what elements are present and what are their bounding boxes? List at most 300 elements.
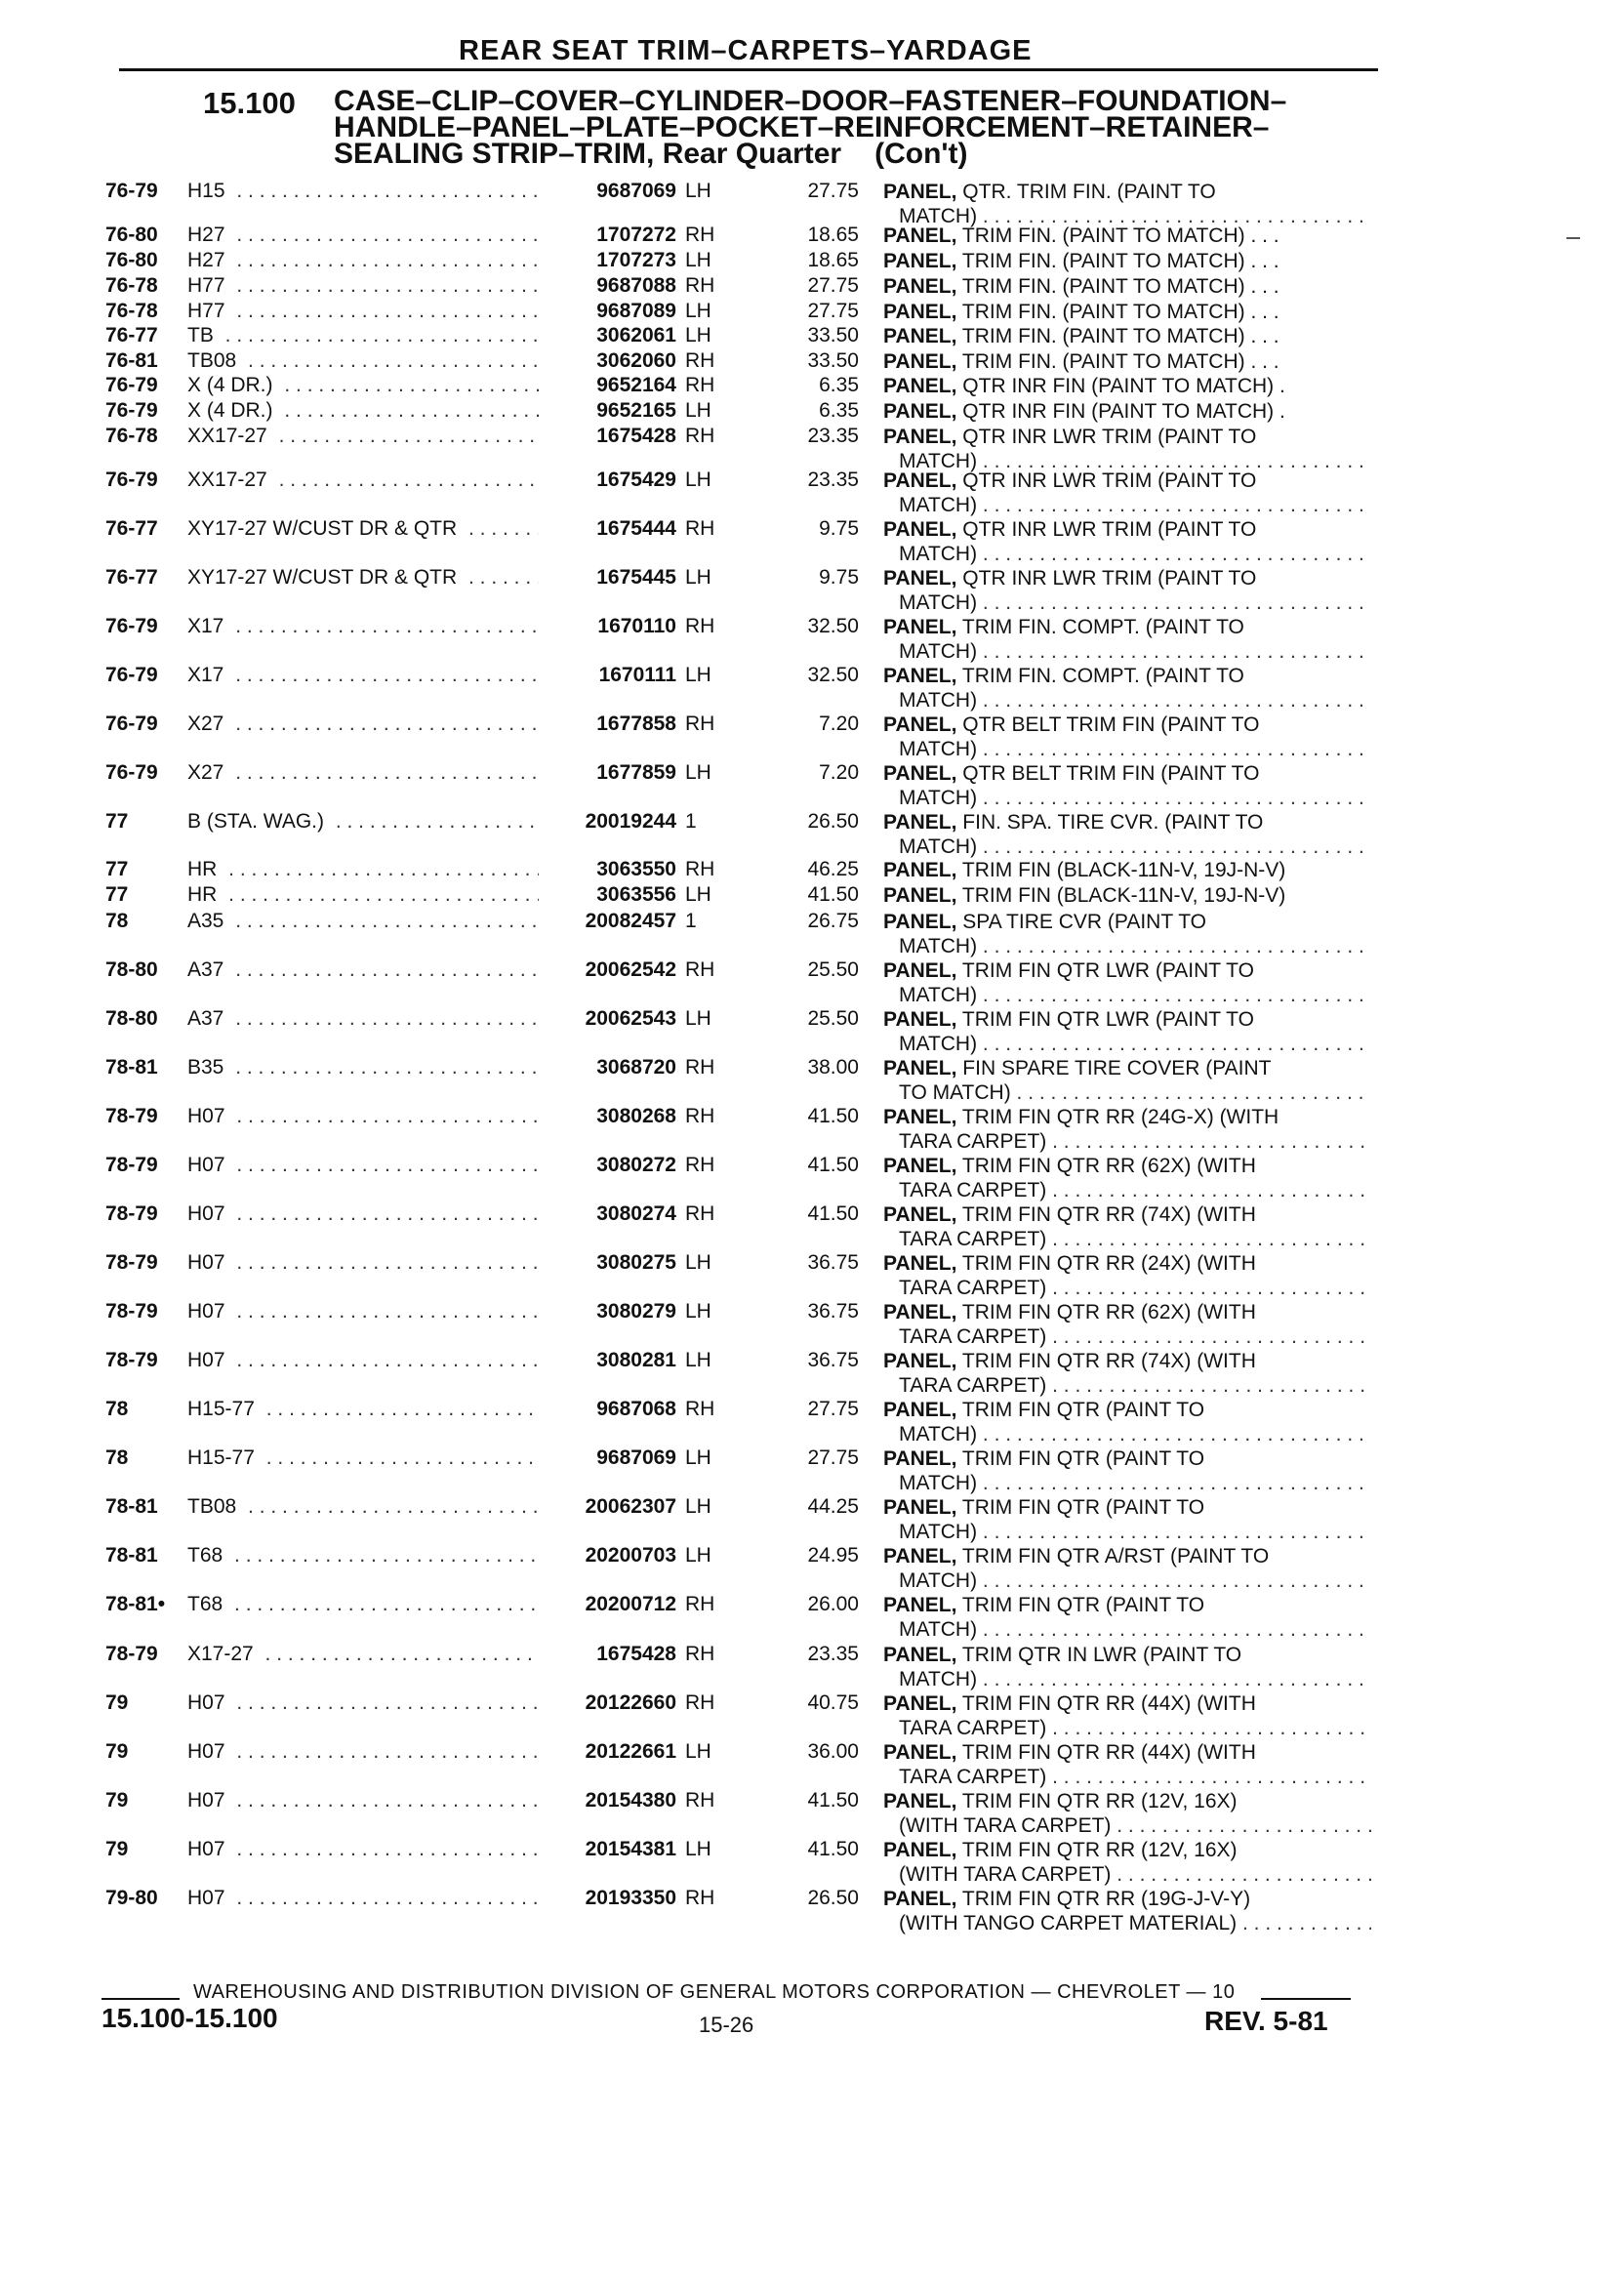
part-years: 76-79 [105, 712, 158, 735]
part-description-line-2: MATCH) . . . [883, 934, 1371, 958]
part-price: 38.00 [807, 1056, 859, 1079]
part-model-code: H15-77 [187, 1446, 261, 1469]
part-model-code: X17-27 [187, 1643, 260, 1665]
part-years: 76-78 [105, 300, 158, 322]
part-description-keyword: PANEL, [883, 1155, 957, 1177]
part-row [0, 1789, 1624, 1838]
part-description-line-2: MATCH) . . . [883, 983, 1371, 1007]
part-description-keyword: PANEL, [883, 1545, 957, 1568]
part-row [0, 1349, 1624, 1398]
part-years: 76-79 [105, 468, 158, 491]
part-model [187, 1544, 539, 1568]
part-row [0, 1593, 1624, 1642]
part-model [187, 712, 539, 736]
part-model [187, 1593, 539, 1616]
part-row [0, 615, 1624, 664]
part-years: 78-80 [105, 1007, 158, 1030]
part-row [0, 1251, 1624, 1300]
part-model-code: H07 [187, 1838, 231, 1860]
part-price: 36.00 [807, 1740, 859, 1763]
part-description [883, 1105, 1371, 1154]
part-model [187, 1349, 539, 1372]
part-price: 23.35 [807, 425, 859, 447]
part-description-keyword: PANEL, [883, 1057, 957, 1079]
part-model-code: XX17-27 [187, 468, 273, 491]
part-description-line-1: PANEL, QTR INR FIN (PAINT TO MATCH) . [883, 400, 1285, 423]
part-number: 20193350 [585, 1887, 676, 1909]
part-model-code: B35 [187, 1056, 229, 1079]
part-description-keyword: PANEL, [883, 616, 957, 638]
part-price: 6.35 [819, 399, 859, 422]
part-description [883, 1495, 1371, 1544]
part-description-line-1: PANEL, TRIM FIN QTR RR (44X) (WITH [883, 1741, 1256, 1764]
part-price: 7.20 [819, 761, 859, 784]
part-description-line-2: MATCH) . . . [883, 542, 1371, 566]
section-heading-line-1: CASE–CLIP–COVER–CYLINDER–DOOR–FASTENER–FOUNDATION– [334, 85, 1287, 117]
part-number: 3080274 [596, 1202, 676, 1225]
part-model [187, 1740, 539, 1764]
part-side: LH [685, 1544, 711, 1567]
part-model-code: HR [187, 883, 223, 906]
part-number: 20062307 [585, 1495, 676, 1518]
part-years: 78-80 [105, 958, 158, 981]
part-side: LH [685, 1495, 711, 1518]
part-description-keyword: PANEL, [883, 1644, 957, 1666]
part-description [883, 883, 1371, 908]
part-number: 1675428 [596, 1643, 676, 1665]
part-description-keyword: PANEL, [883, 301, 957, 323]
part-model [187, 1056, 539, 1079]
part-side: LH [685, 324, 711, 346]
part-description [883, 1691, 1371, 1740]
part-number: 1675428 [596, 425, 676, 447]
part-description-line-2: MATCH) . . . [883, 1032, 1371, 1056]
part-description-line-1: PANEL, TRIM FIN. (PAINT TO MATCH) . . . [883, 224, 1279, 247]
part-price: 23.35 [807, 468, 859, 491]
part-description-line-2: MATCH) . . . [883, 1568, 1371, 1593]
part-price: 33.50 [807, 324, 859, 346]
part-description-line-1: PANEL, TRIM FIN QTR LWR (PAINT TO [883, 1008, 1254, 1031]
part-side: LH [685, 180, 711, 202]
part-description-line-2: MATCH) . . . [883, 688, 1371, 712]
part-description-line-2: (WITH TARA CARPET) . . . [883, 1813, 1371, 1838]
part-description-line-1: PANEL, TRIM FIN QTR RR (24G-X) (WITH [883, 1106, 1279, 1128]
part-number: 20062542 [585, 958, 676, 981]
part-side: 1 [685, 810, 697, 833]
part-row [0, 425, 1624, 473]
part-description-line-1: PANEL, TRIM FIN. (PAINT TO MATCH) . . . [883, 301, 1279, 323]
part-description-line-2: MATCH) . . . [883, 204, 1371, 228]
part-model [187, 324, 539, 347]
part-description [883, 712, 1371, 761]
part-years: 77 [105, 883, 129, 906]
part-description [883, 249, 1371, 273]
part-number: 20062543 [585, 1007, 676, 1030]
part-row [0, 1691, 1624, 1740]
section-heading-line-3-text: SEALING STRIP–TRIM, Rear Quarter [334, 138, 842, 170]
part-description-keyword: PANEL, [883, 1447, 957, 1470]
part-description-line-1: PANEL, TRIM FIN QTR (PAINT TO [883, 1447, 1205, 1470]
part-description-line-2: MATCH) . . . [883, 1617, 1371, 1642]
part-model-code: B (STA. WAG.) [187, 810, 330, 833]
part-description [883, 324, 1371, 348]
part-row [0, 1643, 1624, 1691]
part-model-code: A37 [187, 1007, 229, 1030]
part-description-line-1: PANEL, TRIM FIN QTR RR (74X) (WITH [883, 1350, 1256, 1372]
section-number: 15.100 [203, 86, 296, 120]
part-model-code: H27 [187, 224, 231, 246]
part-price: 44.25 [807, 1495, 859, 1518]
part-description-line-1: PANEL, QTR INR LWR TRIM (PAINT TO [883, 518, 1257, 541]
part-model [187, 1105, 539, 1128]
part-side: LH [685, 1838, 711, 1860]
part-description-line-1: PANEL, TRIM FIN. (PAINT TO MATCH) . . . [883, 250, 1279, 272]
part-description-keyword: PANEL, [883, 400, 957, 423]
part-number: 3063556 [596, 883, 676, 906]
part-description-keyword: PANEL, [883, 325, 957, 347]
part-description-line-1: PANEL, QTR INR FIN (PAINT TO MATCH) . [883, 375, 1285, 397]
part-model-code: X17 [187, 615, 229, 637]
part-description-keyword: PANEL, [883, 469, 957, 492]
part-description-keyword: PANEL, [883, 250, 957, 272]
part-description-line-1: PANEL, TRIM FIN QTR RR (74X) (WITH [883, 1203, 1256, 1226]
part-description [883, 1789, 1371, 1838]
part-side: RH [685, 615, 715, 637]
part-description [883, 517, 1371, 566]
part-model [187, 1251, 539, 1275]
part-description-line-2: (WITH TARA CARPET) . . . [883, 1862, 1371, 1887]
part-description [883, 1056, 1371, 1105]
part-price: 41.50 [807, 1154, 859, 1176]
part-years: 78-79 [105, 1349, 158, 1371]
part-number: 9687069 [596, 1446, 676, 1469]
part-description-line-2: TARA CARPET) . . . [883, 1765, 1371, 1789]
part-price: 32.50 [807, 664, 859, 686]
part-years: 78-81 [105, 1544, 158, 1567]
part-model [187, 1691, 539, 1715]
part-description-keyword: PANEL, [883, 762, 957, 785]
part-model [187, 1495, 539, 1519]
part-row [0, 664, 1624, 712]
part-description-line-2: TARA CARPET) . . . [883, 1716, 1371, 1740]
part-years: 78 [105, 910, 129, 932]
part-model [187, 1398, 539, 1421]
part-description [883, 425, 1371, 473]
part-row [0, 566, 1624, 615]
part-years: 76-81 [105, 349, 158, 372]
footer-organization: WAREHOUSING AND DISTRIBUTION DIVISION OF GENERAL MOTORS CORPORATION — CHEVROLET — 10 [193, 1981, 1236, 2003]
part-model-code: H07 [187, 1887, 231, 1909]
part-model-code: XY17-27 W/CUST DR & QTR [187, 566, 463, 589]
part-description-keyword: PANEL, [883, 1350, 957, 1372]
part-description-keyword: PANEL, [883, 911, 957, 933]
part-description-line-1: PANEL, TRIM FIN QTR LWR (PAINT TO [883, 959, 1254, 982]
part-model [187, 810, 539, 834]
part-number: 20019244 [585, 810, 676, 833]
part-price: 36.75 [807, 1251, 859, 1274]
part-model [187, 761, 539, 785]
part-price: 27.75 [807, 180, 859, 202]
part-number: 1675445 [596, 566, 676, 589]
footer-rule-right [1261, 1998, 1351, 2000]
part-description-keyword: PANEL, [883, 350, 957, 373]
part-years: 78 [105, 1446, 129, 1469]
part-row [0, 1300, 1624, 1349]
part-description-line-1: PANEL, TRIM FIN QTR RR (12V, 16X) [883, 1790, 1238, 1812]
part-model-code: H77 [187, 300, 231, 322]
part-model [187, 249, 539, 272]
part-years: 76-79 [105, 374, 158, 396]
part-description [883, 374, 1371, 398]
part-description [883, 1202, 1371, 1251]
part-model-code: T68 [187, 1593, 228, 1615]
footer-rule-left [102, 1998, 180, 2000]
part-model-code: H07 [187, 1202, 231, 1225]
part-price: 18.65 [807, 249, 859, 271]
part-number: 3080281 [596, 1349, 676, 1371]
part-years: 77 [105, 810, 129, 833]
part-row [0, 1740, 1624, 1789]
part-description-line-1: PANEL, QTR BELT TRIM FIN (PAINT TO [883, 762, 1260, 785]
part-model-code: TB08 [187, 349, 242, 372]
part-side: RH [685, 517, 715, 540]
part-row [0, 1105, 1624, 1154]
part-description-line-2: TARA CARPET) . . . [883, 1227, 1371, 1251]
part-price: 36.75 [807, 1349, 859, 1371]
part-years: 78-79 [105, 1643, 158, 1665]
part-side: RH [685, 1691, 715, 1714]
part-side: LH [685, 1007, 711, 1030]
part-side: RH [685, 958, 715, 981]
part-side: RH [685, 274, 715, 297]
part-description-line-2: MATCH) . . . [883, 493, 1371, 517]
part-model-code: X (4 DR.) [187, 399, 279, 422]
part-years: 79 [105, 1838, 129, 1860]
part-description-keyword: PANEL, [883, 959, 957, 982]
part-description-line-1: PANEL, FIN SPARE TIRE COVER (PAINT [883, 1057, 1272, 1079]
part-row [0, 180, 1624, 228]
part-model [187, 958, 539, 982]
part-description [883, 858, 1371, 882]
part-model [187, 664, 539, 687]
part-number: 9687089 [596, 300, 676, 322]
part-description-line-1: PANEL, QTR INR LWR TRIM (PAINT TO [883, 426, 1257, 448]
part-years: 78-79 [105, 1105, 158, 1127]
part-description-keyword: PANEL, [883, 181, 957, 203]
part-row [0, 1202, 1624, 1251]
part-number: 1675429 [596, 468, 676, 491]
part-description [883, 300, 1371, 324]
part-description [883, 468, 1371, 517]
part-model-code: X17 [187, 664, 229, 686]
part-description-line-2: MATCH) . . . [883, 1471, 1371, 1495]
part-price: 27.75 [807, 1398, 859, 1420]
part-model [187, 883, 539, 907]
part-model-code: H07 [187, 1349, 231, 1371]
part-price: 41.50 [807, 1202, 859, 1225]
part-number: 9687068 [596, 1398, 676, 1420]
part-model [187, 1300, 539, 1323]
part-price: 26.50 [807, 810, 859, 833]
part-description [883, 1349, 1371, 1398]
part-model-code: H07 [187, 1251, 231, 1274]
part-years: 79-80 [105, 1887, 158, 1909]
part-model [187, 349, 539, 373]
part-price: 25.50 [807, 1007, 859, 1030]
part-price: 36.75 [807, 1300, 859, 1323]
part-description [883, 1251, 1371, 1300]
part-side: LH [685, 1446, 711, 1469]
part-description-keyword: PANEL, [883, 713, 957, 736]
part-price: 26.75 [807, 910, 859, 932]
part-side: LH [685, 883, 711, 906]
part-description-keyword: PANEL, [883, 1692, 957, 1715]
part-description [883, 1154, 1371, 1202]
part-description-keyword: PANEL, [883, 811, 957, 834]
part-number: 3068720 [596, 1056, 676, 1079]
part-number: 1677858 [596, 712, 676, 735]
part-description-line-2: MATCH) . . . [883, 737, 1371, 761]
part-description-line-2: TARA CARPET) . . . [883, 1129, 1371, 1154]
part-model-code: H07 [187, 1691, 231, 1714]
part-number: 20122660 [585, 1691, 676, 1714]
part-description [883, 664, 1371, 712]
part-side: RH [685, 1643, 715, 1665]
part-model [187, 566, 539, 590]
part-description [883, 180, 1371, 228]
part-side: LH [685, 1251, 711, 1274]
part-years: 79 [105, 1691, 129, 1714]
part-years: 76-78 [105, 425, 158, 447]
part-description [883, 1446, 1371, 1495]
part-years: 76-80 [105, 224, 158, 246]
part-price: 6.35 [819, 374, 859, 396]
part-years: 78-81• [105, 1593, 166, 1615]
part-price: 27.75 [807, 274, 859, 297]
part-side: RH [685, 1789, 715, 1812]
part-description-line-1: PANEL, TRIM FIN QTR (PAINT TO [883, 1399, 1205, 1421]
part-description [883, 910, 1371, 958]
part-description [883, 224, 1371, 248]
part-description-line-1: PANEL, TRIM FIN QTR RR (12V, 16X) [883, 1839, 1238, 1861]
part-side: LH [685, 468, 711, 491]
part-description-line-2: MATCH) . . . [883, 1422, 1371, 1446]
part-description [883, 1544, 1371, 1593]
part-model [187, 858, 539, 881]
part-years: 78-79 [105, 1202, 158, 1225]
part-number: 3062061 [596, 324, 676, 346]
section-heading-line-2: HANDLE–PANEL–PLATE–POCKET–REINFORCEMENT–RETAINER– [334, 111, 1270, 143]
part-description [883, 1007, 1371, 1056]
part-description [883, 399, 1371, 424]
part-description-line-1: PANEL, QTR INR LWR TRIM (PAINT TO [883, 567, 1257, 590]
part-number: 20154381 [585, 1838, 676, 1860]
part-row [0, 1007, 1624, 1056]
part-number: 1707273 [596, 249, 676, 271]
part-model-code: H77 [187, 274, 231, 297]
part-price: 32.50 [807, 615, 859, 637]
part-model-code: TB08 [187, 1495, 242, 1518]
continued-label: (Con't) [874, 138, 968, 170]
part-model [187, 615, 539, 638]
part-description-line-2: TARA CARPET) . . . [883, 1276, 1371, 1300]
part-number: 3062060 [596, 349, 676, 372]
part-description-line-1: PANEL, QTR BELT TRIM FIN (PAINT TO [883, 713, 1260, 736]
part-description-keyword: PANEL, [883, 1594, 957, 1616]
part-model-code: HR [187, 858, 223, 880]
part-model [187, 1446, 539, 1470]
part-model-code: A35 [187, 910, 229, 932]
part-description-keyword: PANEL, [883, 1741, 957, 1764]
part-price: 7.20 [819, 712, 859, 735]
part-model [187, 468, 539, 492]
part-years: 78-79 [105, 1300, 158, 1323]
part-side: LH [685, 249, 711, 271]
part-model [187, 1838, 539, 1861]
part-side: RH [685, 374, 715, 396]
part-model [187, 1202, 539, 1226]
part-number: 3080279 [596, 1300, 676, 1323]
part-number: 20200712 [585, 1593, 676, 1615]
part-number: 3080268 [596, 1105, 676, 1127]
part-description-keyword: PANEL, [883, 1888, 957, 1910]
part-price: 18.65 [807, 224, 859, 246]
part-side: RH [685, 1398, 715, 1420]
part-description-line-2: MATCH) . . . [883, 1520, 1371, 1544]
part-number: 1670111 [598, 664, 676, 686]
part-description [883, 1643, 1371, 1691]
part-row [0, 761, 1624, 810]
part-number: 1670110 [597, 615, 676, 637]
part-description [883, 1740, 1371, 1789]
part-model-code: H07 [187, 1154, 231, 1176]
part-description-line-1: PANEL, TRIM FIN QTR RR (44X) (WITH [883, 1692, 1256, 1715]
part-description-keyword: PANEL, [883, 1008, 957, 1031]
part-years: 76-77 [105, 566, 158, 589]
part-price: 33.50 [807, 349, 859, 372]
part-description-line-1: PANEL, TRIM FIN. (PAINT TO MATCH) . . . [883, 350, 1279, 373]
part-years: 78-79 [105, 1251, 158, 1274]
part-model [187, 517, 539, 541]
part-price: 41.50 [807, 1105, 859, 1127]
part-model-code: X (4 DR.) [187, 374, 279, 396]
part-description-keyword: PANEL, [883, 1839, 957, 1861]
page-title: REAR SEAT TRIM–CARPETS–YARDAGE [459, 35, 1033, 66]
part-side: RH [685, 349, 715, 372]
part-description-line-2: TARA CARPET) . . . [883, 1178, 1371, 1202]
part-years: 76-80 [105, 249, 158, 271]
part-model [187, 374, 539, 397]
part-description-line-1: PANEL, TRIM FIN QTR A/RST (PAINT TO [883, 1545, 1270, 1568]
part-description [883, 349, 1371, 374]
part-description-line-1: PANEL, TRIM FIN QTR RR (19G-J-V-Y) [883, 1888, 1251, 1910]
part-number: 9652164 [596, 374, 676, 396]
part-price: 26.50 [807, 1887, 859, 1909]
part-description-line-1: PANEL, QTR INR LWR TRIM (PAINT TO [883, 469, 1257, 492]
part-years: 76-77 [105, 324, 158, 346]
part-model-code: H27 [187, 249, 231, 271]
part-model [187, 425, 539, 448]
part-description-line-1: PANEL, TRIM FIN (BLACK-11N-V, 19J-N-V) [883, 884, 1286, 907]
part-description [883, 1887, 1371, 1935]
part-price: 41.50 [807, 1838, 859, 1860]
part-price: 27.75 [807, 1446, 859, 1469]
part-description-line-2: MATCH) . . . [883, 1667, 1371, 1691]
part-row [0, 712, 1624, 761]
part-model [187, 399, 539, 423]
part-price: 25.50 [807, 958, 859, 981]
part-description-keyword: PANEL, [883, 275, 957, 298]
